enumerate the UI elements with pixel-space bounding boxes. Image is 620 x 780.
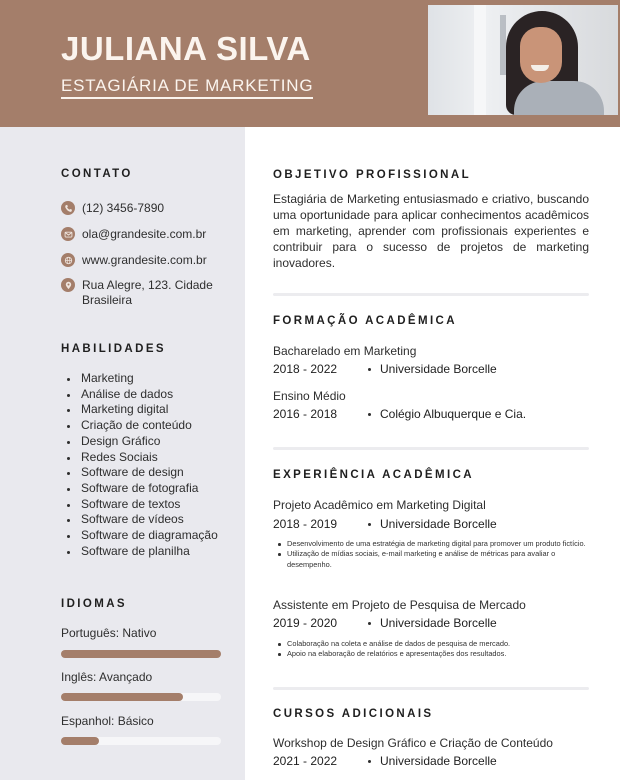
email-icon <box>61 227 75 241</box>
section-divider <box>273 293 589 296</box>
education-item-place: Colégio Albuquerque e Cia. <box>368 407 526 421</box>
language-label: Espanhol: Básico <box>61 714 154 728</box>
skill-item: Software de planilha <box>66 544 218 560</box>
experience-bullet: Colaboração na coleta e análise de dados de pesquisa de mercado. <box>277 639 589 649</box>
course-item-meta <box>273 754 497 768</box>
contact-phone <box>61 201 164 216</box>
skill-item: Criação de conteúdo <box>66 418 218 434</box>
experience-item-place: Universidade Borcelle <box>368 517 497 531</box>
skill-item: Marketing <box>66 371 218 387</box>
experience-item-years: 2018 - 2019 <box>273 517 338 531</box>
contact-address-text: Rua Alegre, 123. Cidade Brasileira <box>82 278 213 307</box>
experience-item-years: 2019 - 2020 <box>273 616 338 630</box>
experience-item-title: Projeto Acadêmico em Marketing Digital <box>273 498 486 512</box>
language-level-fill <box>61 650 221 658</box>
contact-phone-text: (12) 3456-7890 <box>82 201 165 215</box>
candidate-role: ESTAGIÁRIA DE MARKETING <box>61 76 313 99</box>
course-item-place: Universidade Borcelle <box>368 754 497 768</box>
contact-email-text: ola@grandesite.com.br <box>82 227 207 241</box>
experience-item-meta <box>273 616 497 630</box>
skill-item: Software de vídeos <box>66 512 218 528</box>
profile-photo <box>428 5 618 115</box>
section-divider <box>273 687 589 690</box>
education-section-title: FORMAÇÃO ACADÊMICA <box>273 315 457 327</box>
skill-item: Software de fotografia <box>66 481 218 497</box>
skills-section-title: HABILIDADES <box>61 343 166 355</box>
phone-icon <box>61 201 75 215</box>
candidate-name: JULIANA SILVA <box>61 30 311 67</box>
resume-header <box>0 0 620 127</box>
experience-item-bullets <box>277 639 589 660</box>
skill-item: Design Gráfico <box>66 434 218 450</box>
experience-bullet: Utilização de mídias sociais, e-mail marketing e análise de métricas para avaliar o desempenho. <box>277 549 589 570</box>
photo-face-shape <box>520 27 562 83</box>
language-level-bar <box>61 650 221 658</box>
experience-item-title: Assistente em Projeto de Pesquisa de Mercado <box>273 598 526 612</box>
photo-shirt-shape <box>514 81 604 115</box>
section-divider <box>273 447 589 450</box>
contact-website-text: www.grandesite.com.br <box>82 253 207 267</box>
skill-item: Software de design <box>66 465 218 481</box>
main-content <box>245 127 620 780</box>
experience-bullet: Desenvolvimento de uma estratégia de marketing digital para promover um produto fictício. <box>277 539 589 549</box>
education-item-meta <box>273 407 526 421</box>
sidebar <box>0 127 245 780</box>
course-item-years: 2021 - 2022 <box>273 754 338 768</box>
language-level-fill <box>61 737 99 745</box>
education-item-meta <box>273 362 497 376</box>
experience-item-place: Universidade Borcelle <box>368 616 497 630</box>
contact-section-title: CONTATO <box>61 168 133 180</box>
languages-section-title: IDIOMAS <box>61 598 127 610</box>
language-level-bar <box>61 693 221 701</box>
skills-list <box>66 371 218 559</box>
skill-item: Marketing digital <box>66 402 218 418</box>
contact-website <box>61 253 207 268</box>
skill-item: Redes Sociais <box>66 450 218 466</box>
contact-address <box>61 278 221 308</box>
skill-item: Análise de dados <box>66 387 218 403</box>
language-label: Inglês: Avançado <box>61 670 153 684</box>
experience-section-title: EXPERIÊNCIA ACADÊMICA <box>273 469 474 481</box>
course-item-title: Workshop de Design Gráfico e Criação de Conteúdo <box>273 736 553 750</box>
photo-background-detail <box>474 5 486 115</box>
education-item-years: 2016 - 2018 <box>273 407 338 421</box>
courses-section-title: CURSOS ADICIONAIS <box>273 708 434 720</box>
skill-item: Software de diagramação <box>66 528 218 544</box>
language-level-bar <box>61 737 221 745</box>
education-item-title: Bacharelado em Marketing <box>273 344 417 358</box>
education-item-years: 2018 - 2022 <box>273 362 338 376</box>
experience-bullet: Apoio na elaboração de relatórios e apresentações dos resultados. <box>277 649 589 659</box>
experience-item-meta <box>273 517 497 531</box>
skill-item: Software de textos <box>66 497 218 513</box>
language-level-fill <box>61 693 183 701</box>
education-item-title: Ensino Médio <box>273 389 346 403</box>
experience-item-bullets <box>277 539 589 570</box>
contact-email <box>61 227 206 242</box>
objective-section-title: OBJETIVO PROFISSIONAL <box>273 169 472 181</box>
location-icon <box>61 278 75 292</box>
language-label: Português: Nativo <box>61 626 157 640</box>
education-item-place: Universidade Borcelle <box>368 362 497 376</box>
globe-icon <box>61 253 75 267</box>
objective-text: Estagiária de Marketing entusiasmado e criativo, buscando uma oportunidade para aplicar conhecimentos acadêmicos em marketing, aprender com profissionais experientes e contribuir para o sucesso de projetos de marketing inovadores. <box>273 192 589 270</box>
